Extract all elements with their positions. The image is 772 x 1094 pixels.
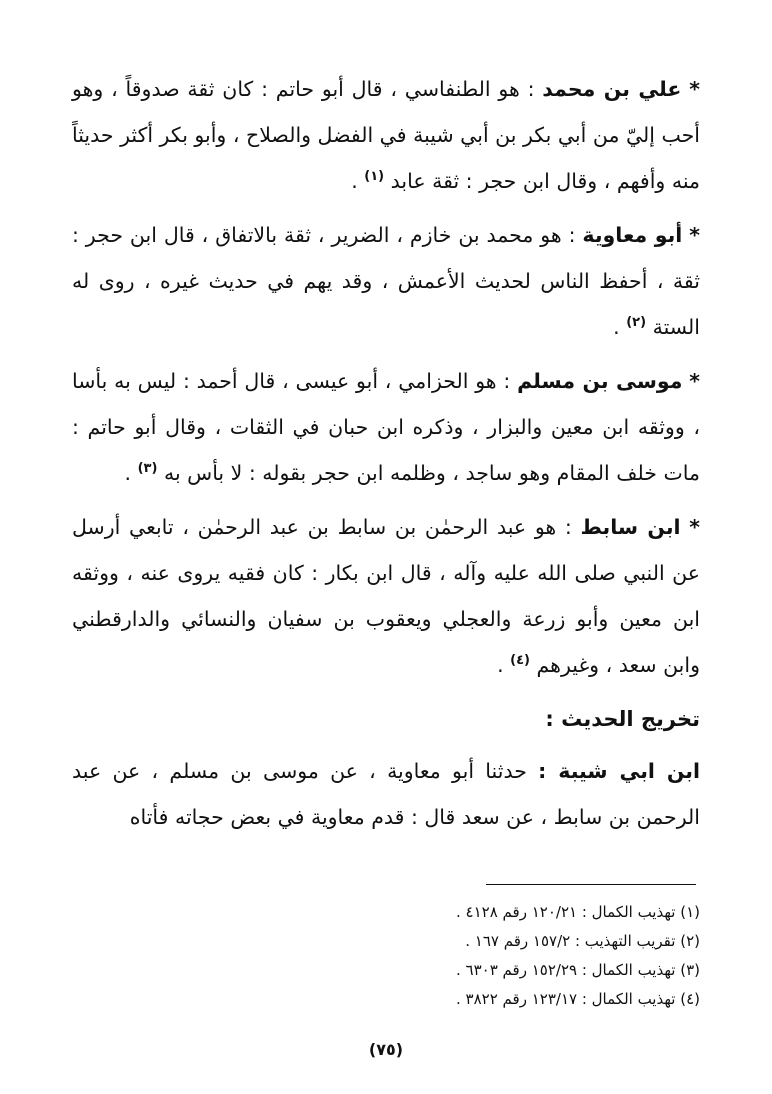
narrator-name: موسى بن مسلم <box>517 369 683 393</box>
bullet-star: * <box>689 77 700 101</box>
footnote-item: (١) تهذيب الكمال : ١٢٠/٢١ رقم ٤١٢٨ . <box>456 903 700 921</box>
sentence-end: . <box>613 315 620 339</box>
narrator-description: : هو عبد الرحمٰن بن سابط بن عبد الرحمٰن ، تابعي أرسل عن النبي صلى الله عليه وآله ، قال ابن بكار : كان فقيه يروى عنه ، ووثقه ابن معين وأبو زرعة والعجلي ويعقوب بن سفيان والنسائي والدارقطني وابن سعد ، وغيرهم <box>72 515 700 677</box>
bullet-star: * <box>689 515 700 539</box>
footnote-reference[interactable]: (٤) <box>510 653 530 669</box>
narrator-description: : هو الحزامي ، أبو عيسى ، قال أحمد : ليس به بأسا ، ووثقه ابن معين والبزار ، وذكره ابن حبان في الثقات ، وقال أبو حاتم : مات خلف المقام وهو ساجد ، وظلمه ابن حجر بقوله : لا بأس به <box>72 369 700 485</box>
narrator-description: : هو محمد بن خازم ، الضرير ، ثقة بالاتفاق ، قال ابن حجر : ثقة ، أحفظ الناس لحديث الأعمش ، وقد يهم في حديث غيره ، روى له الستة <box>72 223 700 339</box>
sentence-end: . <box>497 653 504 677</box>
narrator-name: ابن سابط <box>580 515 681 539</box>
footnote-reference[interactable]: (٣) <box>137 461 158 477</box>
footnote-item: (٣) تهذيب الكمال : ١٥٢/٢٩ رقم ٦٣٠٣ . <box>456 961 700 979</box>
sentence-end: . <box>351 169 358 193</box>
narrator-name: علي بن محمد <box>542 77 682 101</box>
section-heading-takhrij: تخريج الحديث : <box>545 707 700 731</box>
narrator-name: أبو معاوية <box>582 223 683 247</box>
footnotes <box>72 898 700 1014</box>
page-number: (٧٥) <box>368 1040 404 1059</box>
footnote-item: (٢) تقريب التهذيب : ١٥٧/٢ رقم ١٦٧ . <box>465 932 700 950</box>
takhrij-chain: حدثنا أبو معاوية ، عن موسى بن مسلم ، عن عبد الرحمن بن سابط ، عن سعد قال : قدم معاوية في بعض حجاته فأتاه <box>72 759 700 829</box>
bullet-star: * <box>689 223 700 247</box>
footnote-reference[interactable]: (٢) <box>626 315 647 331</box>
narrator-entry-ali-bin-muhammad <box>72 66 700 204</box>
narrator-entry-ibn-sabit <box>72 504 700 688</box>
sentence-end: . <box>124 461 132 485</box>
takhrij-text <box>72 748 700 840</box>
narrator-entry-abu-muawiya <box>72 212 700 350</box>
narrator-entry-musa-bin-muslim <box>72 358 700 496</box>
footnote-item: (٤) تهذيب الكمال : ١٢٣/١٧ رقم ٣٨٢٢ . <box>456 990 700 1008</box>
takhrij-source: ابن ابي شيبة : <box>538 759 700 783</box>
bullet-star: * <box>689 369 700 393</box>
footnote-divider <box>486 884 696 885</box>
narrator-description: : هو الطنفاسي ، قال أبو حاتم : كان ثقة صدوقاً ، وهو أحب إليّ من أبي بكر بن أبي شيبة في الفضل والصلاح ، وأبو بكر أكثر حديثاً منه وأفهم ، وقال ابن حجر : ثقة عابد <box>72 77 700 193</box>
page-body <box>72 66 700 848</box>
footnote-reference[interactable]: (١) <box>364 169 385 185</box>
